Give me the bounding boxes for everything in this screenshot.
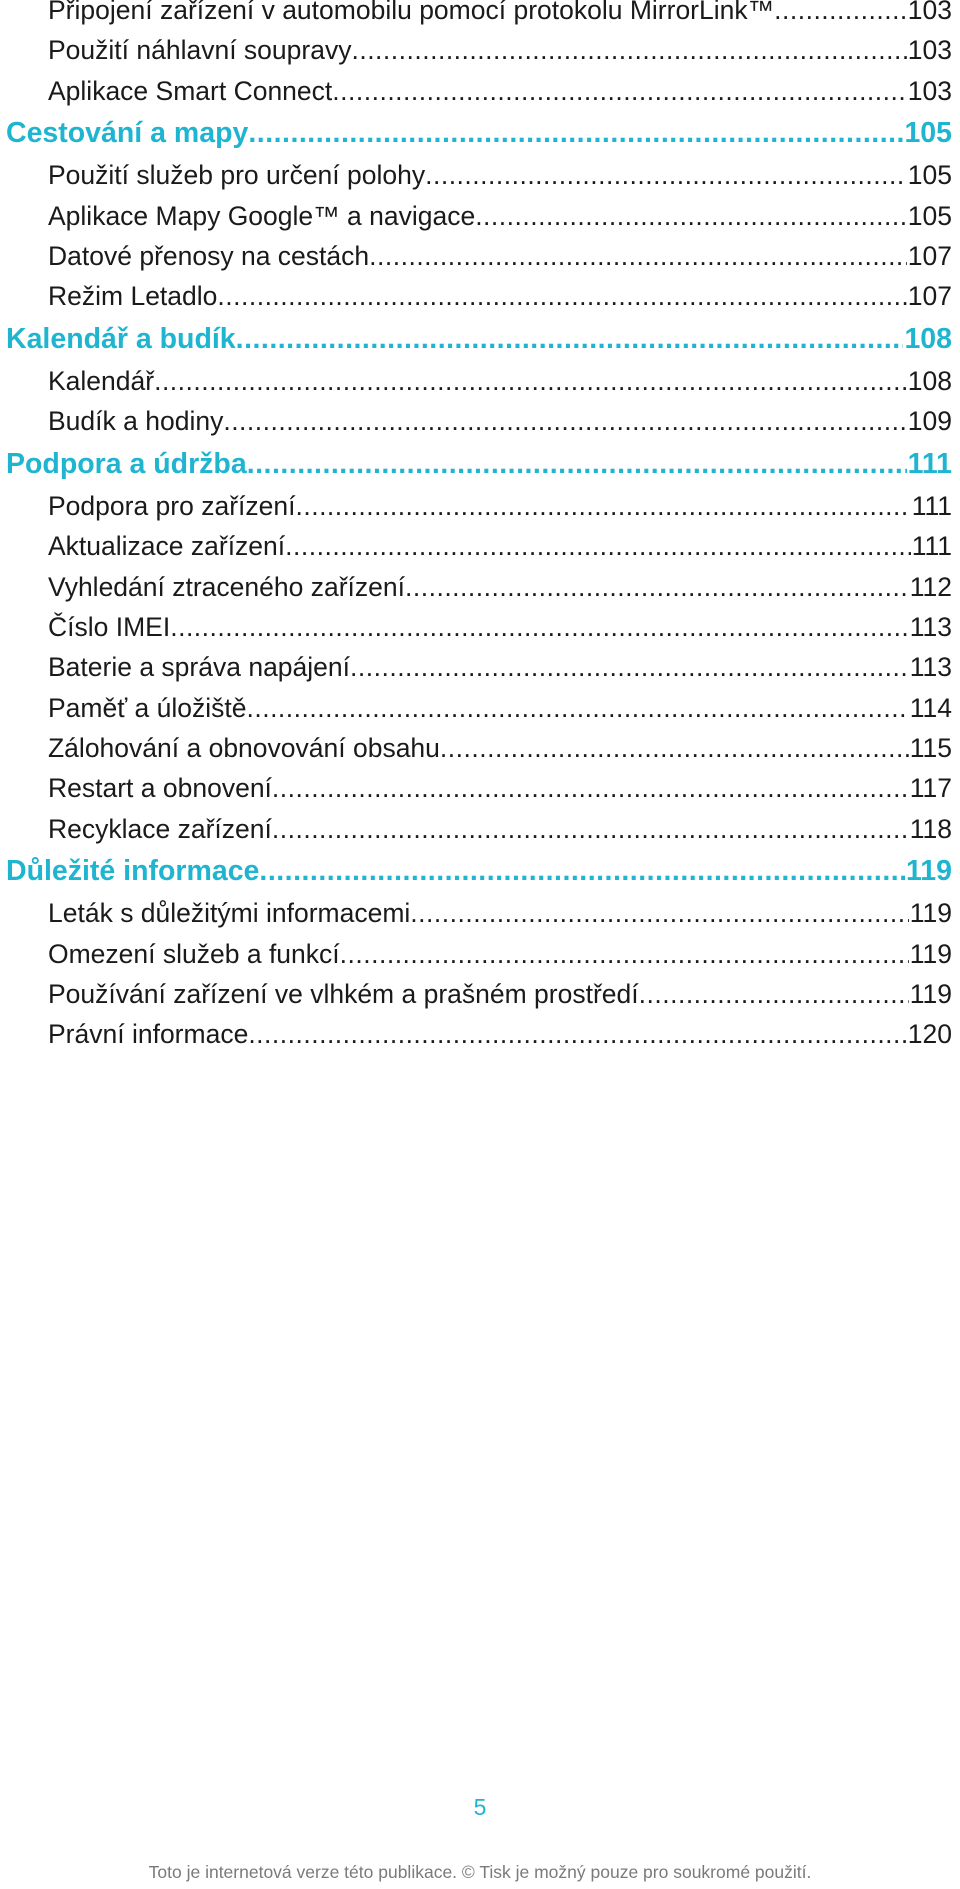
toc-entry-title: Paměť a úložiště xyxy=(48,692,247,723)
toc-entry-page: 119 xyxy=(909,978,952,1009)
toc-entry-find-lost-device[interactable] xyxy=(6,567,952,607)
toc-leader-dots xyxy=(639,974,909,1014)
toc-section-page: 111 xyxy=(907,447,952,480)
toc-entry-roaming-data[interactable] xyxy=(6,236,952,276)
toc-entry-page: 107 xyxy=(907,281,952,312)
toc-entry-title: Použití náhlavní soupravy xyxy=(48,35,352,66)
toc-entry-page: 111 xyxy=(911,491,952,522)
toc-entry-page: 103 xyxy=(907,75,952,106)
toc-entry-airplane-mode[interactable] xyxy=(6,276,952,316)
toc-entry-device-support[interactable] xyxy=(6,486,952,526)
toc-leader-dots xyxy=(236,317,904,362)
toc-entry-page: 111 xyxy=(911,531,952,562)
toc-entry-service-limits[interactable] xyxy=(6,934,952,974)
toc-entry-page: 120 xyxy=(907,1019,952,1050)
toc-leader-dots xyxy=(217,276,906,316)
toc-leader-dots xyxy=(369,236,907,276)
toc-entry-page: 112 xyxy=(909,571,952,602)
toc-entry-leaflet[interactable] xyxy=(6,893,952,933)
footer-note: Toto je internetová verze této publikace. © Tisk je možný pouze pro soukromé použití. xyxy=(148,1862,812,1882)
toc-entry-legal-info[interactable] xyxy=(6,1014,952,1054)
toc-entry-backup-restore[interactable] xyxy=(6,728,952,768)
toc-entry-memory-storage[interactable] xyxy=(6,688,952,728)
toc-entry-page: 103 xyxy=(907,0,952,25)
toc-entry-alarm-clock[interactable] xyxy=(6,401,952,441)
toc-entry-page: 105 xyxy=(907,200,952,231)
toc-leader-dots xyxy=(248,111,903,156)
toc-leader-dots xyxy=(247,442,907,487)
toc-entry-calendar[interactable] xyxy=(6,361,952,401)
toc-entry-page: 117 xyxy=(909,773,952,804)
toc-leader-dots xyxy=(425,155,907,195)
toc-entry-page: 103 xyxy=(907,35,952,66)
toc-section-title: Důležité informace xyxy=(6,854,260,887)
toc-entry-page: 113 xyxy=(909,612,952,643)
toc-entry-title: Restart a obnovení xyxy=(48,773,272,804)
toc-entry-title: Číslo IMEI xyxy=(48,612,171,643)
toc-entry-page: 113 xyxy=(909,652,952,683)
toc-entry-page: 114 xyxy=(909,692,952,723)
toc-section-calendar-alarm[interactable] xyxy=(6,317,952,362)
toc-leader-dots xyxy=(246,688,908,728)
toc-section-title: Podpora a údržba xyxy=(6,447,247,480)
toc-section-page: 105 xyxy=(904,116,952,149)
toc-leader-dots xyxy=(285,526,911,566)
toc-entry-title: Aplikace Mapy Google™ a navigace xyxy=(48,200,476,231)
toc-entry-battery[interactable] xyxy=(6,647,952,687)
toc-section-page: 119 xyxy=(906,854,952,887)
toc-entry-device-update[interactable] xyxy=(6,526,952,566)
toc-entry-page: 108 xyxy=(907,366,952,397)
toc-entry-title: Aktualizace zařízení xyxy=(48,531,286,562)
toc-leader-dots xyxy=(259,849,905,894)
toc-leader-dots xyxy=(272,809,909,849)
toc-entry-title: Budík a hodiny xyxy=(48,406,224,437)
toc-entry-title: Kalendář xyxy=(48,366,155,397)
toc-section-title: Cestování a mapy xyxy=(6,116,249,149)
toc-entry-page: 109 xyxy=(907,406,952,437)
toc-entry-title: Aplikace Smart Connect xyxy=(48,75,333,106)
toc-entry-title: Právní informace xyxy=(48,1019,249,1050)
toc-entry-title: Datové přenosy na cestách xyxy=(48,240,370,271)
toc-entry-wet-dusty-use[interactable] xyxy=(6,974,952,1014)
toc-leader-dots xyxy=(248,1014,906,1054)
toc-entry-google-maps[interactable] xyxy=(6,196,952,236)
toc-entry-title: Používání zařízení ve vlhkém a prašném prostředí xyxy=(48,978,639,1009)
toc-leader-dots xyxy=(475,196,907,236)
toc-entry-title: Omezení služeb a funkcí xyxy=(48,938,340,969)
toc-entry-page: 107 xyxy=(907,240,952,271)
table-of-contents xyxy=(6,0,952,1055)
toc-leader-dots xyxy=(351,30,906,70)
toc-entry-title: Leták s důležitými informacemi xyxy=(48,898,411,929)
toc-entry-title: Podpora pro zařízení xyxy=(48,491,296,522)
toc-section-title: Kalendář a budík xyxy=(6,322,236,355)
toc-leader-dots xyxy=(272,768,909,808)
toc-entry-page: 115 xyxy=(909,732,952,763)
toc-entry-smart-connect[interactable] xyxy=(6,71,952,111)
toc-entry-title: Použití služeb pro určení polohy xyxy=(48,160,426,191)
toc-entry-headset[interactable] xyxy=(6,30,952,70)
toc-leader-dots xyxy=(170,607,909,647)
toc-leader-dots xyxy=(340,934,909,974)
toc-entry-page: 119 xyxy=(909,938,952,969)
toc-leader-dots xyxy=(332,71,907,111)
toc-entry-restart-reset[interactable] xyxy=(6,768,952,808)
toc-entry-title: Režim Letadlo xyxy=(48,281,218,312)
toc-entry-mirrorlink[interactable] xyxy=(6,0,952,30)
toc-entry-imei[interactable] xyxy=(6,607,952,647)
toc-entry-recycling[interactable] xyxy=(6,809,952,849)
toc-leader-dots xyxy=(405,567,909,607)
toc-leader-dots xyxy=(440,728,909,768)
page-number: 5 xyxy=(473,1794,487,1820)
toc-section-important-info[interactable] xyxy=(6,849,952,894)
toc-leader-dots xyxy=(223,401,906,441)
toc-entry-title: Recyklace zařízení xyxy=(48,813,272,844)
toc-entry-title: Připojení zařízení v automobilu pomocí protokolu MirrorLink™ xyxy=(48,0,775,25)
toc-leader-dots xyxy=(350,647,909,687)
toc-entry-page: 119 xyxy=(909,898,952,929)
toc-leader-dots xyxy=(154,361,907,401)
toc-entry-title: Zálohování a obnovování obsahu xyxy=(48,732,440,763)
toc-section-travel-maps[interactable] xyxy=(6,111,952,156)
toc-section-support-maintenance[interactable] xyxy=(6,442,952,487)
toc-leader-dots xyxy=(410,893,908,933)
toc-leader-dots xyxy=(774,0,907,30)
toc-entry-page: 105 xyxy=(907,160,952,191)
toc-entry-location-services[interactable] xyxy=(6,155,952,195)
toc-entry-title: Vyhledání ztraceného zařízení xyxy=(48,571,405,602)
toc-entry-title: Baterie a správa napájení xyxy=(48,652,351,683)
toc-entry-page: 118 xyxy=(909,813,952,844)
toc-leader-dots xyxy=(295,486,910,526)
toc-section-page: 108 xyxy=(904,322,952,355)
